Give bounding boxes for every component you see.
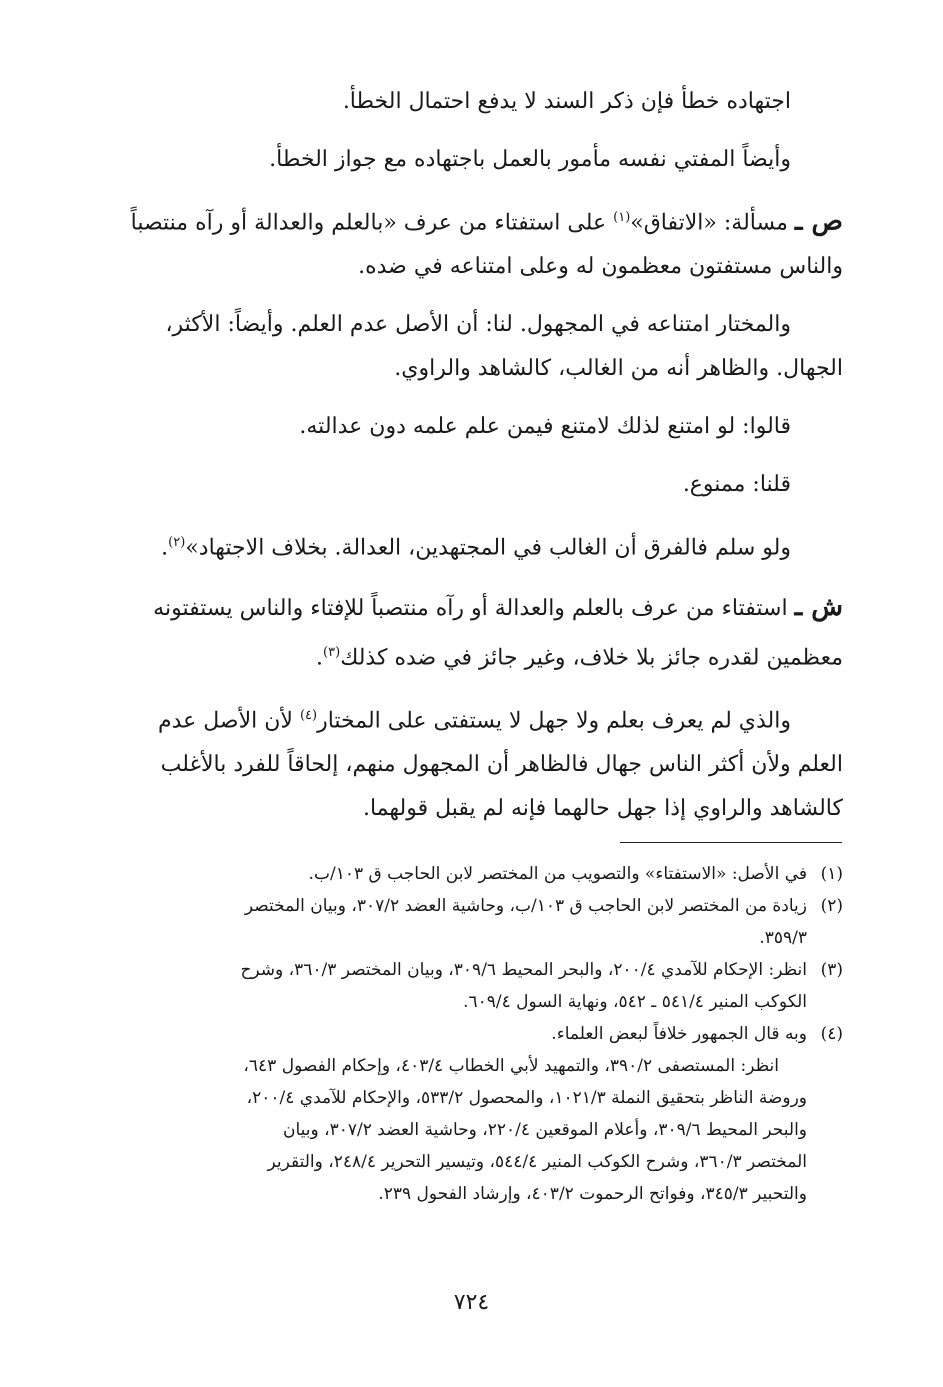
footnotes <box>60 858 843 1210</box>
paragraph-6 <box>60 463 843 507</box>
footnote-3 <box>60 954 843 1018</box>
text-line: والمختار امتناعه في المجهول. لنا: أن الأصل عدم العلم. وأيضاً: الأكثر، <box>165 312 791 338</box>
text-line <box>60 521 843 570</box>
text-span: لأن الأصل عدم <box>157 708 300 734</box>
text-span: . <box>161 535 169 561</box>
paragraph-4 <box>60 303 843 391</box>
footnote-2 <box>60 890 843 954</box>
footnote-body <box>60 858 807 890</box>
sharh-marker: ش ـ <box>794 591 843 622</box>
text-line: والناس مستفتون معظمون له وعلى امتناعه في ضده. <box>358 254 843 280</box>
footnote-ref-2: (٢) <box>168 535 186 551</box>
text-span: مسألة: «الاتفاق» <box>630 210 788 236</box>
footnote-line: ٣٥٩/٣. <box>759 928 807 948</box>
paragraph-7 <box>60 521 843 570</box>
text-line: العلم ولأن أكثر الناس جهال فالظاهر أن المجهول منهم، إلحاقاً للفرد بالأغلب <box>160 752 843 778</box>
footnote-line: وبه قال الجمهور خلافاً لبعض العلماء. <box>551 1024 807 1044</box>
footnote-number: (١) <box>820 864 843 884</box>
footnote-line: زيادة من المختصر لابن الحاجب ق ١٠٣/ب، وحاشية العضد ٣٠٧/٢، وبيان المختصر <box>244 896 807 916</box>
text-span: . <box>316 644 324 670</box>
footnote-ref-1: (١) <box>613 210 631 225</box>
footnote-body <box>60 1018 807 1050</box>
paragraph-5 <box>60 405 843 449</box>
text-span: استفتاء من عرف بالعلم والعدالة أو رآه منتصباً للإفتاء والناس يستفتونه <box>153 595 795 621</box>
main-text <box>60 80 843 845</box>
text-line <box>60 694 843 743</box>
footnote-line: وروضة الناظر بتحقيق النملة ١٠٢١/٣، والمحصول ٥٣٣/٢، والإحكام للآمدي ٢٠٠/٤، <box>246 1088 807 1108</box>
footnote-line: المختصر ٣٦٠/٣، وشرح الكوكب المنير ٥٤٤/٤، وتيسير التحرير ٢٤٨/٤، والتقرير <box>267 1152 807 1172</box>
footnote-ref-3: (٣) <box>323 644 341 660</box>
text-line <box>60 631 843 680</box>
paragraph-2 <box>60 138 843 182</box>
footnote-line: والتحبير ٣٤٥/٣، وفواتح الرحموت ٤٠٣/٢، وإرشاد الفحول ٢٣٩. <box>378 1184 807 1204</box>
paragraph-9 <box>60 694 843 831</box>
text-span: معظمين لقدره جائز بلا خلاف، وغير جائز في ضده كذلك <box>340 644 843 670</box>
footnote-number: (٣) <box>820 960 843 980</box>
text-line: قالوا: لو امتنع لذلك لامتنع فيمن علم علمه دون عدالته. <box>299 414 791 440</box>
footnote-4-continuation <box>60 1050 843 1210</box>
text-line <box>60 585 843 631</box>
text-span: ولو سلم فالفرق أن الغالب في المجتهدين، العدالة. بخلاف الاجتهاد» <box>185 535 791 561</box>
footnote-number: (٤) <box>820 1024 843 1044</box>
matn-marker: ص ـ <box>794 206 843 237</box>
footnote-body <box>60 954 807 1018</box>
footnote-line: انظر: المستصفى ٣٩٠/٢، والتمهيد لأبي الخطاب ٤٠٣/٤، وإحكام الفصول ٦٤٣، <box>243 1056 779 1076</box>
text-span: والذي لم يعرف بعلم ولا جهل لا يستفتى على المختار <box>317 708 791 734</box>
paragraph-8-sharh <box>60 585 843 680</box>
footnote-1 <box>60 858 843 890</box>
text-line: قلنا: ممنوع. <box>682 472 791 498</box>
text-span: على استفتاء من عرف «بالعلم والعدالة أو رآه منتصباً <box>130 210 614 236</box>
footnote-line: والبحر المحيط ٣٠٩/٦، وأعلام الموقعين ٢٢٠/٤، وحاشية العضد ٣٠٧/٢، وبيان <box>282 1120 807 1140</box>
paragraph-1 <box>60 80 843 124</box>
footnote-4 <box>60 1018 843 1050</box>
page-number: ٧٢٤ <box>453 1290 490 1315</box>
footnote-line: في الأصل: «الاستفتاء» والتصويب من المختصر لابن الحاجب ق ١٠٣/ب. <box>308 864 807 884</box>
footnote-body <box>60 890 807 954</box>
text-line: وأيضاً المفتي نفسه مأمور بالعمل باجتهاده مع جواز الخطأ. <box>269 147 791 172</box>
footnote-separator <box>620 842 842 843</box>
text-line: الجهال. والظاهر أنه من الغالب، كالشاهد والراوي. <box>394 356 843 382</box>
paragraph-3-matn <box>60 196 843 289</box>
text-line: اجتهاده خطأ فإن ذكر السند لا يدفع احتمال الخطأ. <box>342 89 791 114</box>
footnote-line: الكوكب المنير ٥٤١/٤ ـ ٥٤٢، ونهاية السول ٦٠٩/٤. <box>463 992 807 1012</box>
footnote-number: (٢) <box>820 896 843 916</box>
footnote-line: انظر: الإحكام للآمدي ٢٠٠/٤، والبحر المحيط ٣٠٩/٦، وبيان المختصر ٣٦٠/٣، وشرح <box>240 960 807 980</box>
text-line <box>60 196 843 245</box>
footnote-ref-4: (٤) <box>299 707 318 723</box>
text-line: كالشاهد والراوي إذا جهل حالهما فإنه لم يقبل قولهما. <box>362 796 843 822</box>
